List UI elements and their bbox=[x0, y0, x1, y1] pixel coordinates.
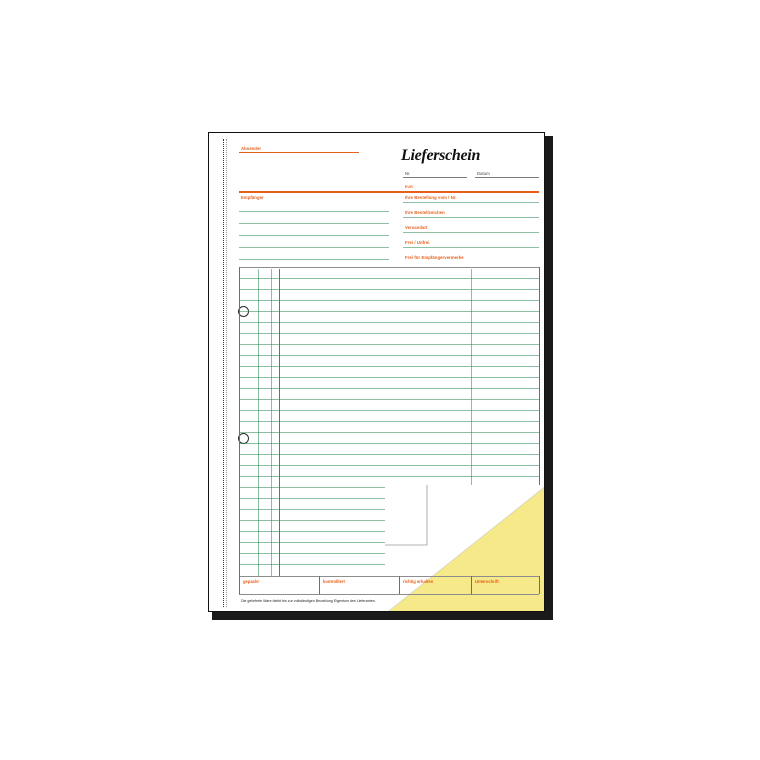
footer-bottom-border bbox=[239, 594, 539, 595]
address-rule bbox=[239, 247, 389, 248]
label-order-ref: Ihre Bestellung vom / Nr. bbox=[405, 195, 457, 200]
nr-rule bbox=[403, 177, 467, 178]
footer-divider bbox=[471, 576, 472, 594]
table-row-rule bbox=[240, 322, 539, 323]
form-pad-top-sheet bbox=[208, 132, 545, 612]
table-row-rule bbox=[240, 278, 539, 279]
table-row-rule bbox=[240, 410, 539, 411]
label-checked: kontrolliert bbox=[323, 579, 345, 584]
label-shipping: Versandart bbox=[405, 225, 428, 230]
address-rule bbox=[239, 211, 389, 212]
label-sender: Absender bbox=[241, 146, 262, 151]
table-row-rule bbox=[240, 311, 539, 312]
table-row-rule bbox=[240, 344, 539, 345]
footer-top-border bbox=[239, 576, 539, 577]
table-row-rule bbox=[240, 476, 539, 477]
field-rule bbox=[403, 232, 539, 233]
table-row-rule bbox=[240, 421, 539, 422]
product-title: Lieferschein bbox=[401, 147, 481, 164]
footer-divider bbox=[399, 576, 400, 594]
label-order-sign: Ihre Bestellzeichen bbox=[405, 210, 445, 215]
perforation-line bbox=[223, 139, 224, 607]
footer-border bbox=[539, 576, 540, 594]
table-row-rule bbox=[240, 454, 539, 455]
footer-ownership-note: Die gelieferte Ware bleibt bis zur vollständigen Bezahlung Eigentum des Lieferanten. bbox=[241, 599, 376, 603]
label-recipient-notes: Frei für Empfängervermerke bbox=[405, 255, 464, 260]
address-rule bbox=[239, 223, 389, 224]
table-row-rule bbox=[240, 333, 539, 334]
label-nr: Nr. bbox=[405, 171, 411, 176]
top-sheet-notch bbox=[385, 485, 427, 545]
table-row-rule bbox=[240, 465, 539, 466]
label-freight: Frei / Unfrei bbox=[405, 240, 430, 245]
label-received: richtig erhalten bbox=[403, 579, 434, 584]
field-rule bbox=[403, 202, 539, 203]
sender-rule bbox=[239, 152, 359, 153]
field-rule bbox=[403, 247, 539, 248]
address-rule bbox=[239, 259, 389, 260]
table-top-border bbox=[239, 267, 539, 268]
footer-border bbox=[239, 576, 240, 594]
label-recipient: Empfänger bbox=[241, 195, 264, 200]
date-rule bbox=[475, 177, 539, 178]
table-row-rule bbox=[240, 388, 539, 389]
table-row-rule bbox=[240, 366, 539, 367]
address-rule bbox=[239, 235, 389, 236]
table-row-rule bbox=[240, 300, 539, 301]
table-row-rule bbox=[240, 289, 539, 290]
product-photo bbox=[208, 132, 553, 620]
table-row-rule bbox=[240, 399, 539, 400]
header-divider-rule bbox=[239, 191, 539, 193]
table-row-rule bbox=[240, 443, 539, 444]
field-rule bbox=[403, 217, 539, 218]
label-signature: Unterschrift bbox=[475, 579, 499, 584]
label-eur: EUR bbox=[405, 185, 413, 189]
label-date: Datum bbox=[477, 171, 490, 176]
footer-divider bbox=[319, 576, 320, 594]
label-packed: gepackt bbox=[243, 579, 259, 584]
table-row-rule bbox=[240, 355, 539, 356]
perforation-line-secondary bbox=[226, 139, 227, 607]
table-row-rule bbox=[240, 377, 539, 378]
table-row-rule bbox=[240, 432, 539, 433]
